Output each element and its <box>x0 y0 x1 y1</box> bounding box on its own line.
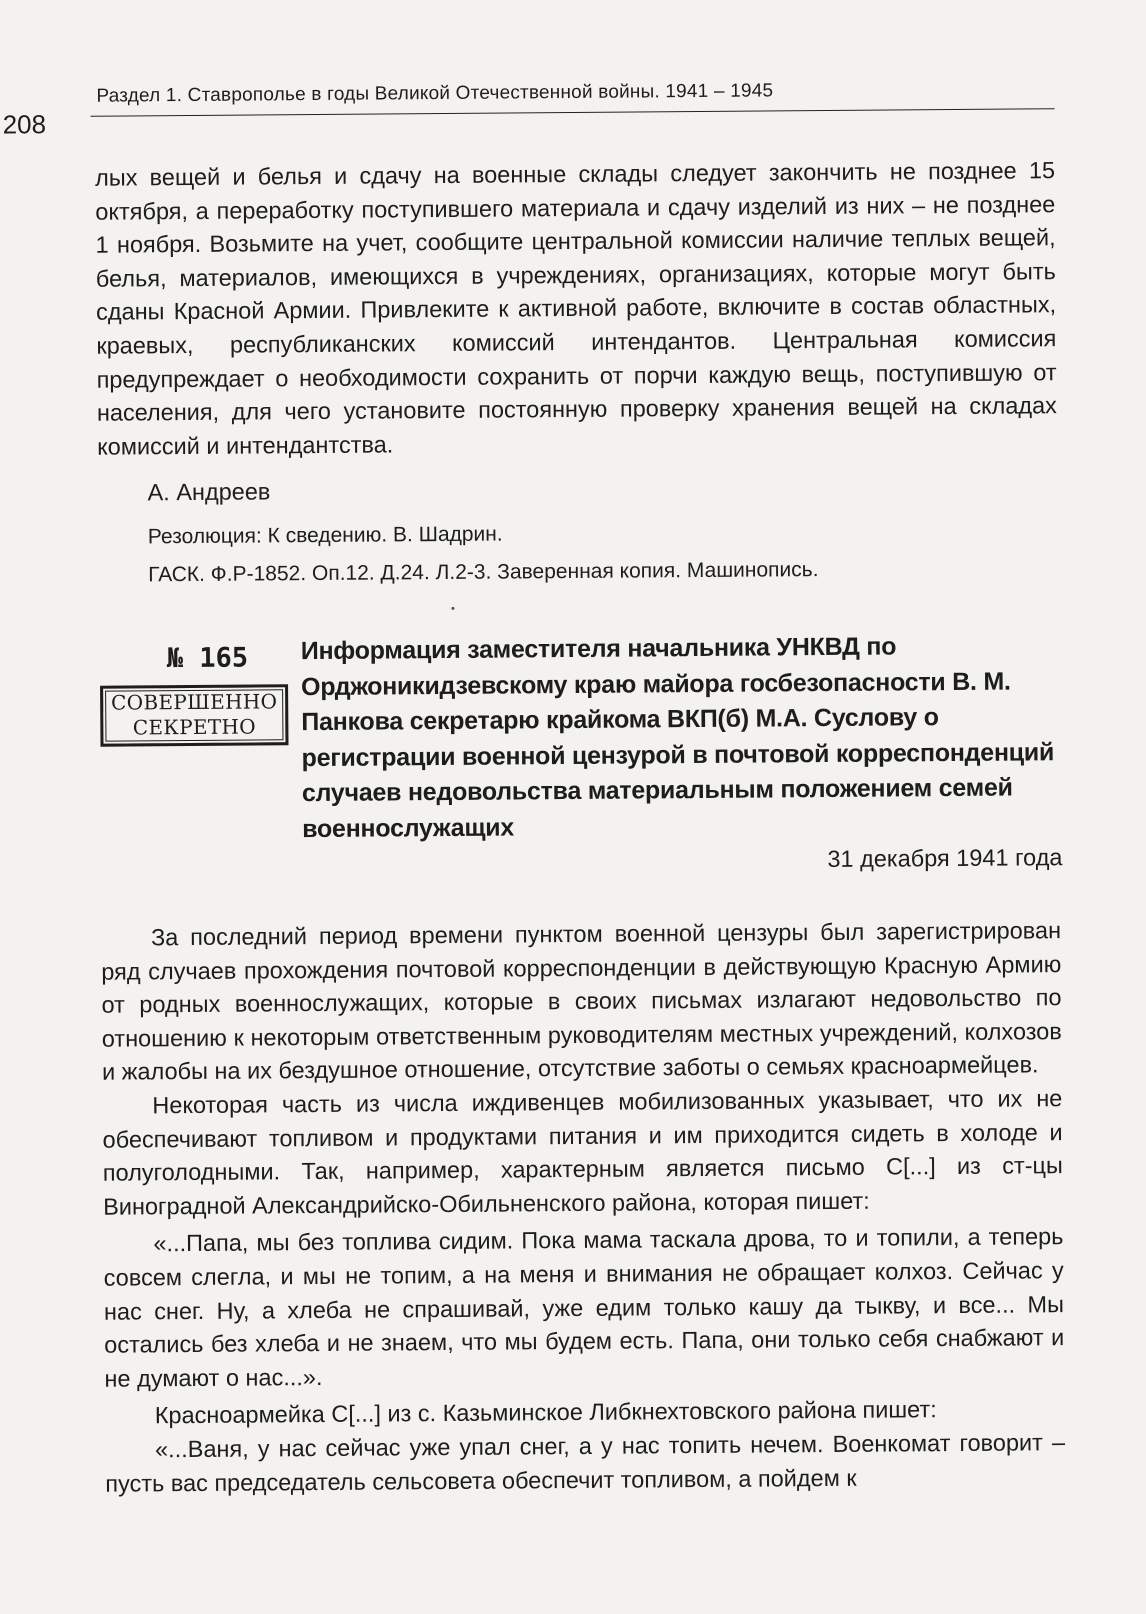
document-title: Информация заместителя начальника УНКВД по Орджоникидзевскому краю майора госбезопасности В. М. Панкова секретарю крайкома ВКП(б) М.А. Суслову о регистрации военной цензурой в почтовой корреспонденций случаев недовольства материальным положением семей военнослужащих <box>300 632 1055 843</box>
letter-quote-2: «...Ваня, у нас сейчас уже упал снег, а у нас топить нечем. Военкомат говорит – пусть вас председатель сельсовета обеспечит топливом, а пойдем к <box>105 1429 1066 1497</box>
previous-document-text <box>95 154 1057 464</box>
archive-reference: ГАСК. Ф.Р-1852. Оп.12. Д.24. Л.2-3. Заверенная копия. Машинопись. <box>148 558 819 587</box>
body-paragraph-1: За последний период времени пунктом военной цензуры был зарегистрирован ряд случаев прохождения почтовой корреспонденции в действующую Красную Армию от родных военнослужащих, которые в своих письмах излагают недовольство по отношению к некоторым ответственным руководителям местных учреждений, колхозов и жалобы на их бездушное отношение, отсутствие заботы о семьях красноармейцев. <box>101 917 1062 1086</box>
signature: А. Андреев <box>147 478 271 506</box>
previous-document-paragraph: лых вещей и белья и сдачу на военные склады следует закончить не позднее 15 октября, а переработку поступившего материала и сдачу изделий из них – не позднее 1 ноября. Возьмите на учет, сообщите центральной комиссии наличие теплых вещей, белья, материалов, имеющихся в учреждениях, организациях, которые могут быть сданы Красной Армии. Привлеките к активной работе, включите в состав областных, краевых, республиканских комиссий интендантов. Центральная комиссия предупреждает о необходимости сохранить от порчи каждую вещь, поступившую от населения, для чего установите постоянную проверку хранения вещей на складах комиссий и интендантства. <box>94 157 1057 460</box>
document-date: 31 декабря 1941 года <box>827 844 1063 873</box>
body-paragraph-3: Красноармейка С[...] из с. Казьминское Либкнехтовского района пишет: <box>154 1396 937 1429</box>
resolution: Резолюция: К сведению. В. Шадрин. <box>147 522 503 549</box>
running-head: Раздел 1. Ставрополье в годы Великой Отечественной войны. 1941 – 1945 <box>96 80 774 107</box>
print-speck <box>451 607 454 610</box>
header-rule <box>91 108 1055 117</box>
body-paragraph-2: Некоторая часть из числа иждивенцев мобилизованных указывает, что их не обеспечивают топливом и продуктами питания и им приходится сидеть в холоде и полуголодными. Так, например, характерным является письмо С[...] из ст-цы Виноградной Александрийско-Обильненского района, которая пишет: <box>102 1085 1063 1220</box>
letter-quote-1: «...Папа, мы без топлива сидим. Пока мама таскала дрова, то и топили, а теперь совсем слегла, и мы не топим, а на меня и внимания не обращает колхоз. Сейчас у нас снег. Ну, а хлеба не спрашивай, уже едим только кашу да тыкву, и все... Мы остались без хлеба и не знаем, что мы будем есть. Папа, они только себя снабжают и не думают о нас...». <box>103 1223 1065 1392</box>
page-number: 208 <box>2 109 47 140</box>
secret-stamp <box>100 684 288 746</box>
document-body <box>101 914 1066 1501</box>
stamp-line-2: СЕКРЕТНО <box>132 714 256 740</box>
document-number: № 165 <box>166 642 249 675</box>
stamp-line-1: СОВЕРШЕННО <box>111 689 278 715</box>
